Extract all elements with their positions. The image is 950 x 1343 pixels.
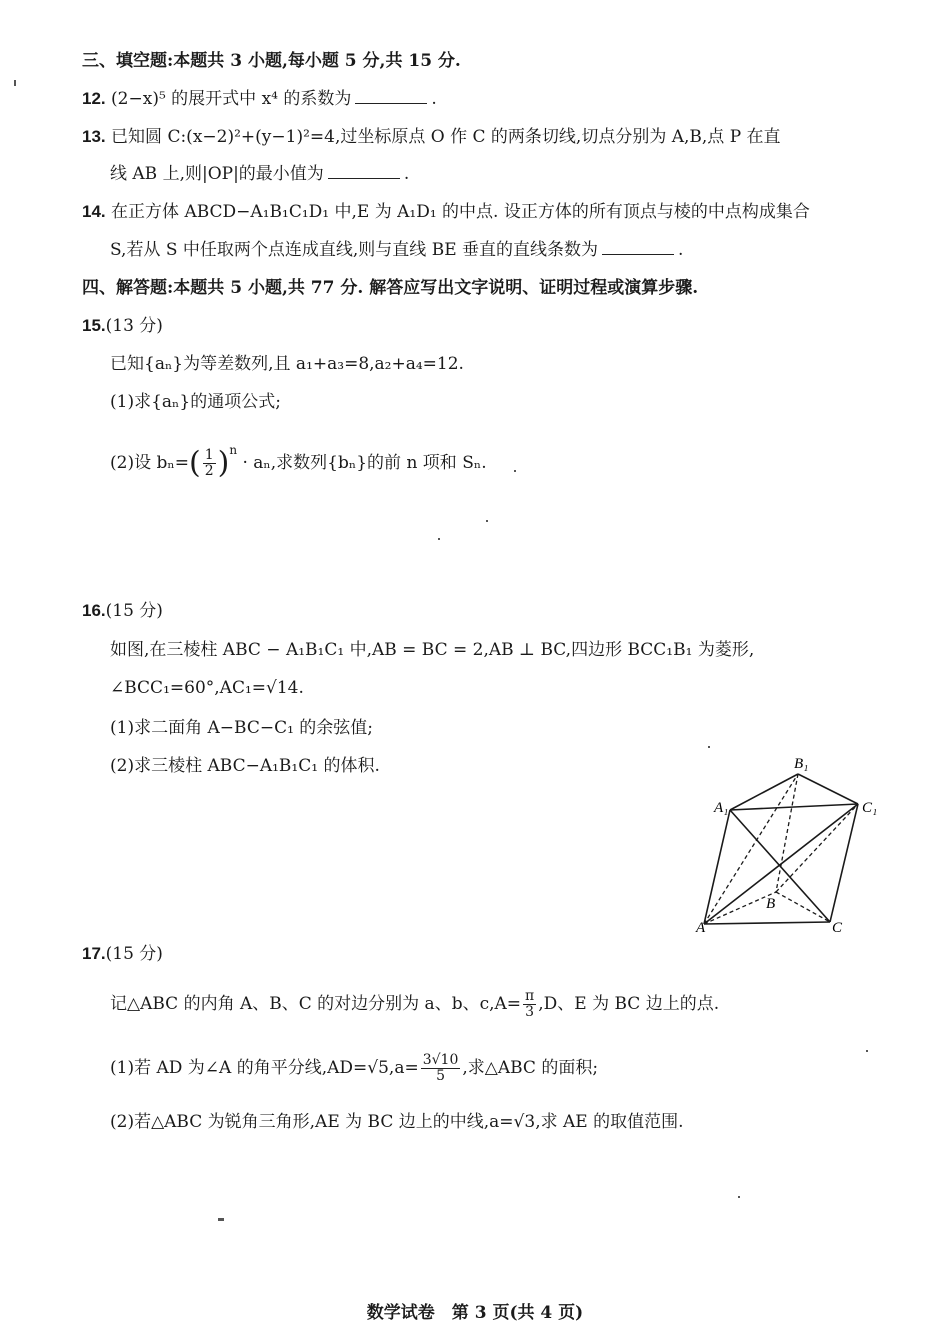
hidden-edge-a-b1 — [704, 774, 798, 924]
question-15-head — [82, 314, 163, 338]
question-14-line1 — [82, 200, 810, 224]
fraction-numerator: π — [525, 988, 535, 1004]
question-15-part1: (1)求{aₙ}的通项公式; — [110, 392, 281, 412]
scan-speck — [14, 80, 16, 86]
fill-section-header: 三、填空题:本题共 3 小题,每小题 5 分,共 15 分. — [82, 51, 461, 71]
scan-speck — [486, 520, 488, 522]
label-a: A — [696, 920, 706, 936]
question-text: 在正方体 ABCD−A₁B₁C₁D₁ 中,E 为 A₁D₁ 的中点. 设正方体的所有顶点与棱的中点构成集合 — [111, 202, 810, 222]
question-15-stem: 已知{aₙ}为等差数列,且 a₁+a₃=8,a₂+a₄=12. — [110, 354, 464, 374]
hidden-edge-b-c1 — [776, 804, 858, 892]
edge-a1-b1 — [730, 774, 798, 810]
page-footer: 数学试卷 第 3 页(共 4 页) — [366, 1303, 584, 1323]
fraction — [523, 989, 536, 1020]
question-text: 线 AB 上,则|OP|的最小值为 — [110, 164, 324, 184]
question-16-part1: (1)求二面角 A−BC−C₁ 的余弦值; — [110, 718, 374, 738]
question-number: 14. — [82, 202, 106, 221]
question-17-part1 — [110, 1048, 598, 1088]
edge-a-c — [704, 922, 830, 924]
stem-text: 记△ABC 的内角 A、B、C 的对边分别为 a、b、c,A= — [110, 994, 522, 1014]
fraction-numerator: 3√10 — [422, 1052, 459, 1068]
question-number: 17. — [82, 944, 106, 963]
question-number: 15. — [82, 316, 106, 335]
fraction-denominator: 5 — [436, 1068, 445, 1084]
question-number: 16. — [82, 601, 106, 620]
question-points: (15 分) — [105, 944, 163, 964]
question-text: 已知圆 C:(x−2)²+(y−1)²=4,过坐标原点 O 作 C 的两条切线,切点分别为 A,B,点 P 在直 — [111, 127, 781, 147]
question-13-line2 — [110, 162, 409, 186]
scan-speck — [514, 470, 516, 472]
question-text-end: . — [431, 89, 437, 109]
question-17-part2: (2)若△ABC 为锐角三角形,AE 为 BC 边上的中线,a=√3,求 AE 的取值范围. — [110, 1112, 684, 1132]
question-text-end: . — [403, 164, 410, 184]
label-a1: A₁ — [714, 800, 729, 816]
fraction-denominator: 2 — [204, 463, 214, 479]
answer-section-header: 四、解答题:本题共 5 小题,共 77 分. 解答应写出文字说明、证明过程或演算步骤. — [82, 278, 699, 298]
right-paren: ) — [217, 445, 230, 481]
part-text: ,求△ABC 的面积; — [462, 1058, 599, 1078]
scan-speck — [866, 1050, 868, 1052]
fraction-denominator: 3 — [525, 1004, 535, 1020]
edge-b1-c1 — [798, 774, 858, 804]
scan-speck — [438, 538, 440, 540]
question-number: 13. — [82, 127, 106, 146]
question-points: (13 分) — [105, 316, 163, 336]
edge-a1-c1 — [730, 804, 858, 810]
prism-figure — [690, 752, 890, 942]
question-16-line2: ∠BCC₁=60°,AC₁=√14. — [110, 678, 304, 698]
label-c: C — [832, 920, 843, 936]
question-17-stem — [110, 984, 719, 1024]
answer-blank — [328, 162, 400, 179]
question-12 — [82, 87, 437, 111]
question-13-line1 — [82, 125, 781, 149]
question-text: (2−x)⁵ 的展开式中 x⁴ 的系数为 — [111, 89, 352, 109]
question-text: S,若从 S 中任取两个点连成直线,则与直线 BE 垂直的直线条数为 — [110, 240, 599, 260]
fraction — [421, 1053, 461, 1084]
question-14-line2 — [110, 238, 683, 262]
question-16-part2: (2)求三棱柱 ABC−A₁B₁C₁ 的体积. — [110, 756, 380, 776]
scan-speck — [218, 1218, 224, 1221]
question-points: (15 分) — [105, 601, 163, 621]
hidden-edge-b-c — [776, 892, 830, 922]
scan-speck — [708, 746, 710, 748]
question-16-line1: 如图,在三棱柱 ABC − A₁B₁C₁ 中,AB = BC = 2,AB ⊥ BC,四边形 BCC₁B₁ 为菱形, — [110, 640, 755, 660]
answer-blank — [602, 238, 674, 255]
fraction-numerator: 1 — [204, 447, 214, 463]
label-b: B — [766, 896, 776, 912]
left-paren: ( — [188, 445, 201, 481]
exponent: n — [229, 443, 238, 457]
question-15-part2 — [110, 430, 487, 483]
stem-text: ,D、E 为 BC 边上的点. — [538, 994, 720, 1014]
scan-speck — [738, 1196, 740, 1198]
part-text: (2)设 bₙ= — [110, 453, 189, 473]
label-b1: B₁ — [794, 756, 809, 772]
fraction — [203, 448, 216, 479]
part-text: (1)若 AD 为∠A 的角平分线,AD=√5,a= — [110, 1058, 419, 1078]
part-text: · aₙ,求数列{bₙ}的前 n 项和 Sₙ. — [242, 453, 487, 473]
answer-blank — [355, 87, 427, 104]
question-16-head — [82, 599, 163, 623]
question-number: 12. — [82, 89, 106, 108]
question-text-end: . — [678, 240, 684, 260]
question-17-head — [82, 942, 163, 966]
label-c1: C₁ — [862, 800, 878, 816]
